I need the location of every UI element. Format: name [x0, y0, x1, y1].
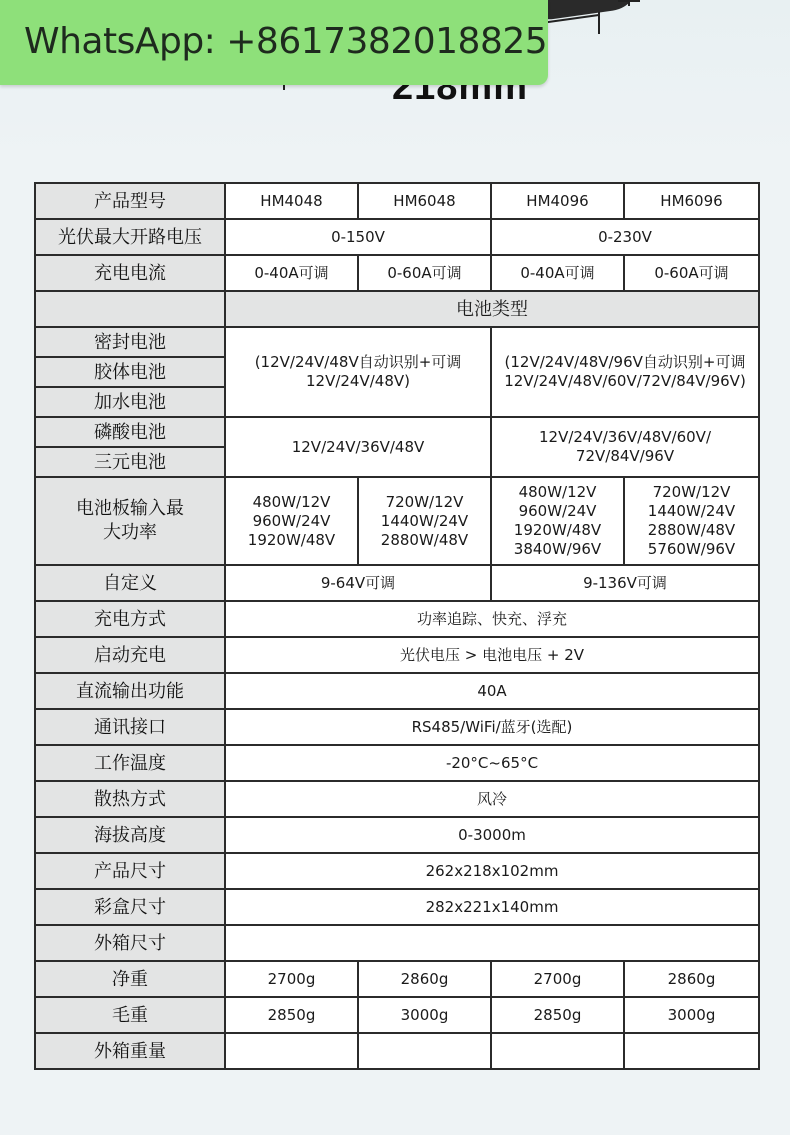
table-row	[35, 817, 759, 853]
value-cell: 480W/12V 960W/24V 1920W/48V	[225, 477, 358, 565]
row-label: 启动充电	[35, 637, 225, 673]
row-label: 产品尺寸	[35, 853, 225, 889]
value-cell: 3000g	[624, 997, 759, 1033]
row-label: 充电电流	[35, 255, 225, 291]
table-row	[35, 327, 759, 357]
value-cell: 0-60A可调	[358, 255, 491, 291]
value-cell: 0-60A可调	[624, 255, 759, 291]
table-row	[35, 219, 759, 255]
dimension-tick	[628, 0, 630, 6]
row-label: 光伏最大开路电压	[35, 219, 225, 255]
value-cell	[225, 925, 759, 961]
value-cell: 12V/24V/36V/48V	[225, 417, 491, 477]
row-label: 彩盒尺寸	[35, 889, 225, 925]
table-row	[35, 601, 759, 637]
row-label: 毛重	[35, 997, 225, 1033]
row-label: 胶体电池	[35, 357, 225, 387]
value-cell: 282x221x140mm	[225, 889, 759, 925]
table-row	[35, 291, 759, 327]
value-cell	[358, 1033, 491, 1069]
value-cell: (12V/24V/48V自动识别+可调 12V/24V/48V)	[225, 327, 491, 417]
value-cell: 262x218x102mm	[225, 853, 759, 889]
table-row	[35, 255, 759, 291]
dimension-tick	[598, 12, 600, 34]
value-cell: -20°C~65°C	[225, 745, 759, 781]
spec-table	[34, 182, 760, 1070]
table-row	[35, 781, 759, 817]
value-cell	[624, 1033, 759, 1069]
model-cell: HM6048	[358, 183, 491, 219]
row-label: 产品型号	[35, 183, 225, 219]
table-row	[35, 889, 759, 925]
model-cell: HM4048	[225, 183, 358, 219]
row-label: 外箱尺寸	[35, 925, 225, 961]
value-cell: 0-3000m	[225, 817, 759, 853]
value-cell: 2850g	[225, 997, 358, 1033]
section-spacer	[35, 291, 225, 327]
row-label: 外箱重量	[35, 1033, 225, 1069]
value-cell: 720W/12V 1440W/24V 2880W/48V 5760W/96V	[624, 477, 759, 565]
row-label: 散热方式	[35, 781, 225, 817]
value-cell: (12V/24V/48V/96V自动识别+可调 12V/24V/48V/60V/72V/84V/96V)	[491, 327, 759, 417]
table-row	[35, 477, 759, 565]
value-cell	[225, 1033, 358, 1069]
row-label: 直流输出功能	[35, 673, 225, 709]
table-row	[35, 745, 759, 781]
table-row	[35, 565, 759, 601]
table-row	[35, 997, 759, 1033]
value-cell: 2860g	[624, 961, 759, 997]
section-header: 电池类型	[225, 291, 759, 327]
table-row	[35, 637, 759, 673]
table-row	[35, 417, 759, 447]
row-label: 通讯接口	[35, 709, 225, 745]
value-cell: 风冷	[225, 781, 759, 817]
row-label: 自定义	[35, 565, 225, 601]
row-label: 工作温度	[35, 745, 225, 781]
value-cell: 720W/12V 1440W/24V 2880W/48V	[358, 477, 491, 565]
value-cell: 0-150V	[225, 219, 491, 255]
value-cell: 9-64V可调	[225, 565, 491, 601]
value-cell: 480W/12V 960W/24V 1920W/48V 3840W/96V	[491, 477, 624, 565]
value-cell: 12V/24V/36V/48V/60V/ 72V/84V/96V	[491, 417, 759, 477]
value-cell: 功率追踪、快充、浮充	[225, 601, 759, 637]
row-label: 充电方式	[35, 601, 225, 637]
table-row	[35, 853, 759, 889]
table-row	[35, 183, 759, 219]
table-row	[35, 961, 759, 997]
value-cell: 0-230V	[491, 219, 759, 255]
value-cell: 光伏电压 > 电池电压 + 2V	[225, 637, 759, 673]
row-label: 海拔高度	[35, 817, 225, 853]
model-cell: HM6096	[624, 183, 759, 219]
value-cell: 0-40A可调	[491, 255, 624, 291]
row-label: 电池板输入最 大功率	[35, 477, 225, 565]
value-cell: 3000g	[358, 997, 491, 1033]
value-cell: 2860g	[358, 961, 491, 997]
value-cell: RS485/WiFi/蓝牙(选配)	[225, 709, 759, 745]
table-row	[35, 925, 759, 961]
table-row	[35, 1033, 759, 1069]
whatsapp-banner-text: WhatsApp: +8617382018825	[24, 21, 548, 62]
value-cell: 9-136V可调	[491, 565, 759, 601]
value-cell: 2850g	[491, 997, 624, 1033]
whatsapp-banner	[0, 0, 548, 85]
value-cell: 2700g	[491, 961, 624, 997]
row-label: 加水电池	[35, 387, 225, 417]
table-row	[35, 709, 759, 745]
model-cell: HM4096	[491, 183, 624, 219]
value-cell: 0-40A可调	[225, 255, 358, 291]
row-label: 三元电池	[35, 447, 225, 477]
row-label: 净重	[35, 961, 225, 997]
row-label: 磷酸电池	[35, 417, 225, 447]
value-cell	[491, 1033, 624, 1069]
table-row	[35, 673, 759, 709]
row-label: 密封电池	[35, 327, 225, 357]
value-cell: 40A	[225, 673, 759, 709]
value-cell: 2700g	[225, 961, 358, 997]
